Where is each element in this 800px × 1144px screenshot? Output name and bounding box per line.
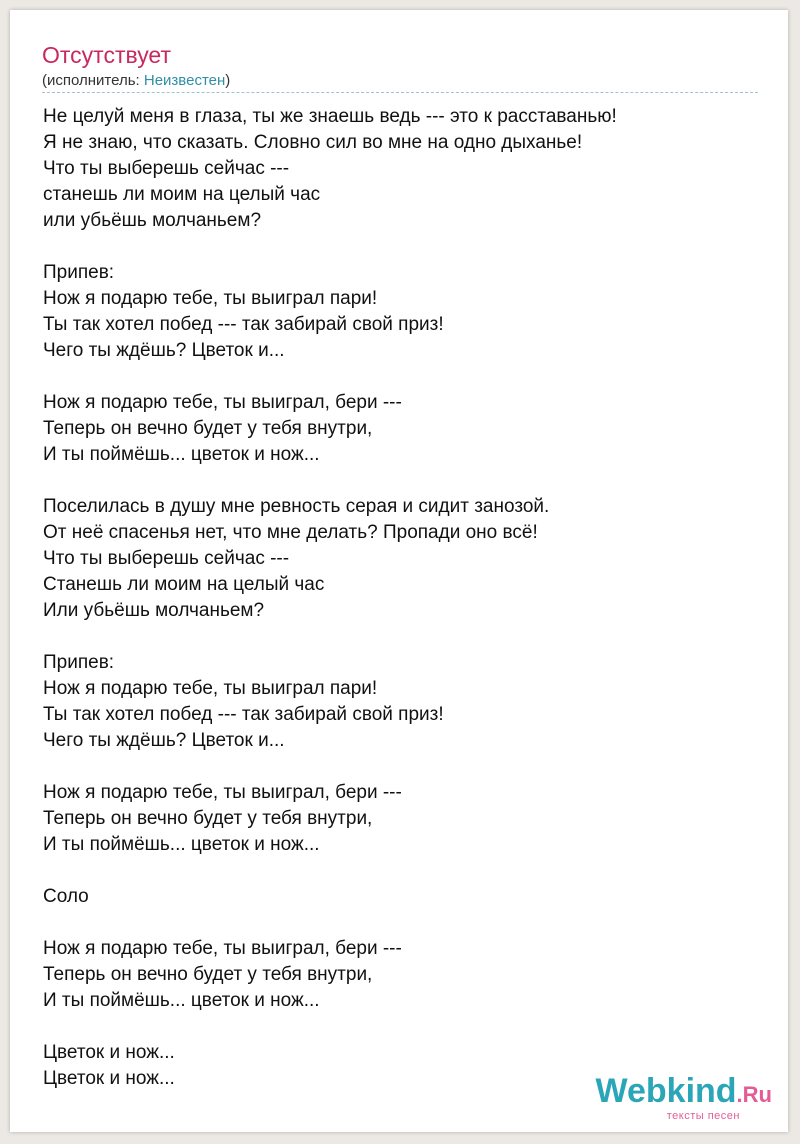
dashed-divider xyxy=(42,92,758,93)
artist-line xyxy=(42,72,230,89)
lyrics-text: Не целуй меня в глаза, ты же знаешь ведь --- это к расставанью! Я не знаю, что сказать. Словно сил во мне на одно дыханье! Что ты выберешь сейчас --- станешь ли моим на целый час или убьёшь молчаньем? Припев: Нож я подарю тебе, ты выиграл пари! Ты так хотел побед --- так забирай свой приз! Чего ты ждёшь? Цветок и... Нож я подарю тебе, ты выиграл, бери --- Теперь он вечно будет у тебя внутри, И ты поймёшь... цветок и нож... Поселилась в душу мне ревность серая и сидит занозой. От неё спасенья нет, что мне делать? Пропади оно всё! Что ты выберешь сейчас --- Станешь ли моим на целый час Или убьёшь молчаньем? Припев: Нож я подарю тебе, ты выиграл пари! Ты так хотел побед --- так забирай свой приз! Чего ты ждёшь? Цветок и... Нож я подарю тебе, ты выиграл, бери --- Теперь он вечно будет у тебя внутри, И ты поймёшь... цветок и нож... Соло Нож я подарю тебе, ты выиграл, бери --- Теперь он вечно будет у тебя внутри, И ты поймёшь... цветок и нож... Цветок и нож... Цветок и нож... xyxy=(43,106,617,1089)
artist-link[interactable]: Неизвестен xyxy=(143,72,226,89)
lyrics-page xyxy=(10,10,788,1132)
artist-suffix: ) xyxy=(225,72,231,89)
logo-tld: .Ru xyxy=(736,1082,772,1107)
logo-name: Webkind xyxy=(595,1072,737,1110)
site-logo[interactable] xyxy=(596,1074,773,1122)
song-title: Отсутствует xyxy=(42,42,171,68)
logo-tagline: тексты песен xyxy=(666,1110,740,1122)
artist-prefix: (исполнитель: xyxy=(42,72,144,89)
